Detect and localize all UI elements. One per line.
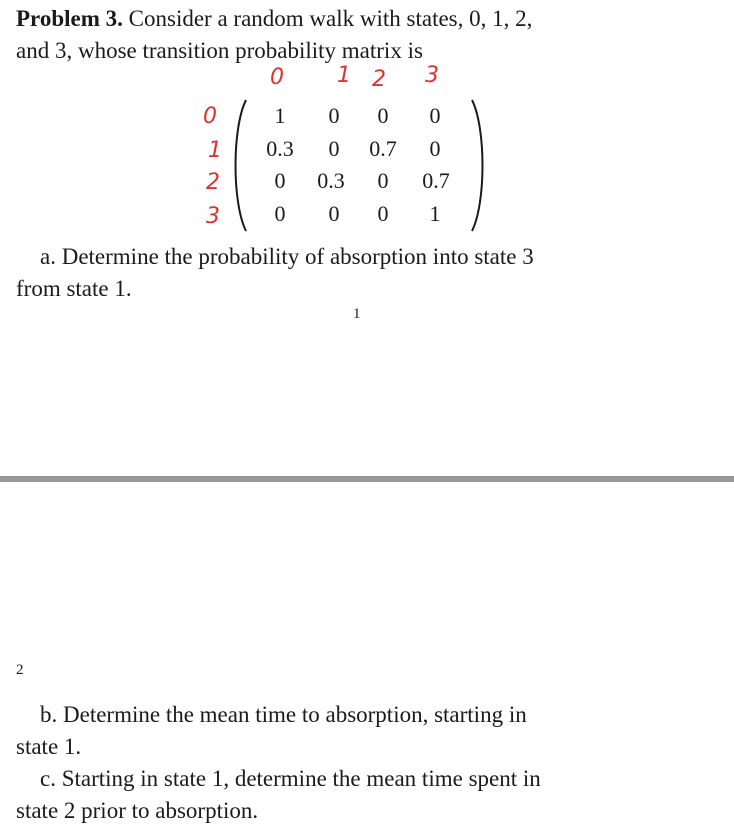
- matrix-cell-2-0: 0: [274, 168, 286, 193]
- col-label-1: 1: [337, 63, 351, 88]
- page-number-1: 1: [353, 306, 361, 322]
- page-number-2: 2: [16, 662, 24, 678]
- matrix-cell-3-1: 0: [328, 201, 340, 226]
- matrix-cell-1-3: 0: [429, 136, 441, 161]
- row-label-3: 3: [206, 204, 220, 229]
- problem-line-1: [16, 4, 532, 34]
- matrix-cell-2-3: 0.7: [422, 168, 450, 193]
- part-b-line-1: b. Determine the mean time to absorption, starting in: [40, 702, 527, 727]
- col-label-3: 3: [425, 63, 439, 88]
- matrix-cell-0-1: 0: [328, 103, 340, 128]
- part-c-line-2: state 2 prior to absorption.: [16, 798, 259, 823]
- left-paren-icon: [228, 98, 250, 233]
- part-a-line-2: from state 1.: [16, 276, 132, 301]
- matrix-cell-0-2: 0: [377, 103, 389, 128]
- col-label-0: 0: [270, 65, 284, 90]
- matrix-cell-1-2: 0.7: [369, 136, 397, 161]
- matrix-cell-3-0: 0: [274, 201, 286, 226]
- transition-matrix: [228, 98, 490, 233]
- part-b-line-2: state 1.: [16, 734, 82, 759]
- row-label-1: 1: [208, 138, 222, 163]
- right-paren-icon: [468, 98, 490, 233]
- problem-text-1: Consider a random walk with states, 0, 1, 2,: [128, 6, 533, 31]
- matrix-cell-2-1: 0.3: [317, 168, 345, 193]
- col-label-2: 2: [372, 67, 386, 92]
- problem-heading: Problem 3.: [16, 6, 123, 31]
- matrix-cell-3-3: 1: [429, 201, 441, 226]
- problem-line-2: and 3, whose transition probability matrix is: [16, 38, 423, 63]
- matrix-cell-1-0: 0.3: [266, 136, 294, 161]
- matrix-cell-2-2: 0: [377, 168, 389, 193]
- matrix-cell-3-2: 0: [377, 201, 389, 226]
- part-c-line-1: c. Starting in state 1, determine the mean time spent in: [40, 766, 541, 791]
- matrix-cell-0-3: 0: [429, 103, 441, 128]
- row-label-2: 2: [206, 170, 220, 195]
- matrix-cell-1-1: 0: [328, 136, 340, 161]
- part-a-line-1: a. Determine the probability of absorption into state 3: [40, 244, 534, 269]
- row-label-0: 0: [203, 104, 217, 129]
- matrix-cell-0-0: 1: [274, 103, 286, 128]
- page-divider: [0, 476, 734, 482]
